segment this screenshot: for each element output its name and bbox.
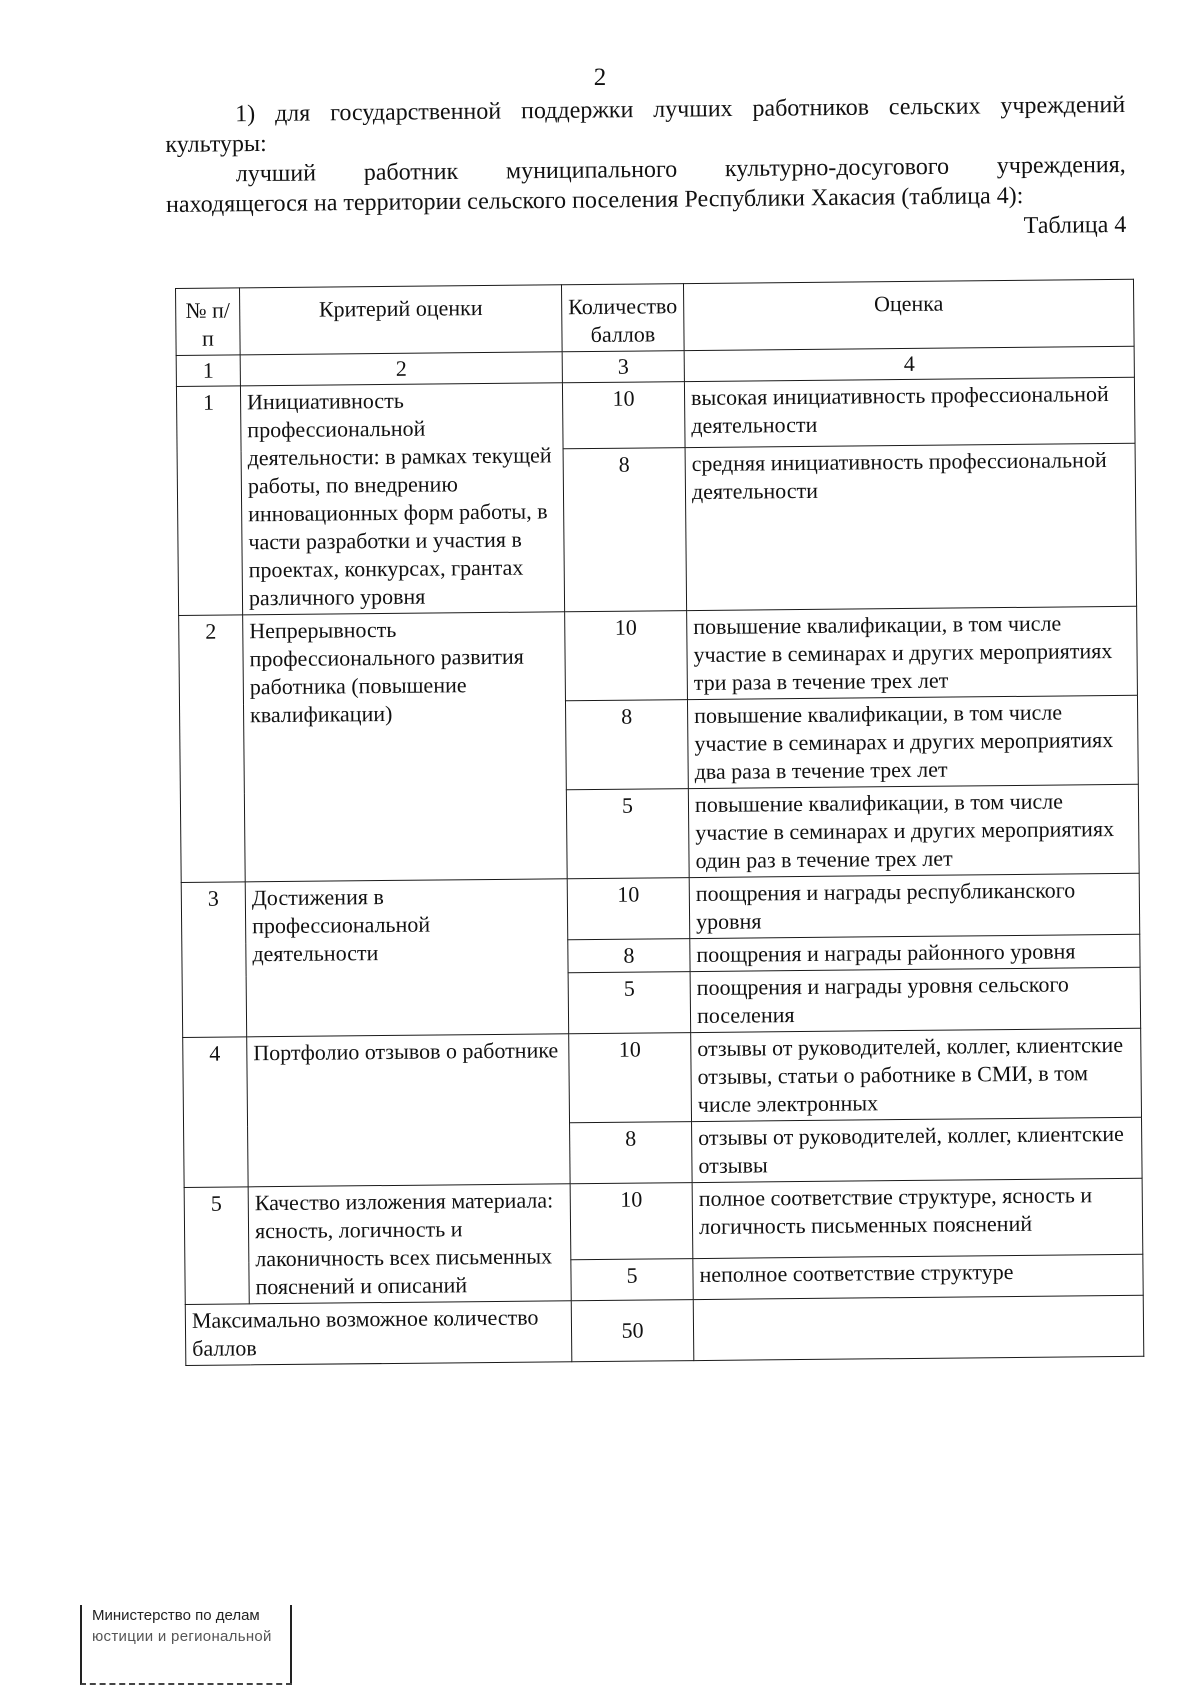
assessment-cell: отзывы от руководителей, коллег, клиентские отзывы, статьи о работнике в СМИ, в том числе электронных — [691, 1028, 1142, 1121]
points-cell: 10 — [570, 1183, 693, 1260]
assessment-cell: повышение квалификации, в том числе участие в семинарах и других мероприятиях два раза в течение трех лет — [687, 695, 1138, 788]
criterion-text: Портфолио отзывов о работнике — [247, 1034, 570, 1187]
assessment-cell: неполное соответствие структуре — [693, 1254, 1143, 1299]
total-label: Максимально возможное количество баллов — [185, 1301, 572, 1366]
criterion-text: Качество изложения материала: ясность, логичность и лаконичность всех письменных пояснений и описаний — [248, 1184, 571, 1304]
header-criterion: Критерий оценки — [240, 285, 563, 355]
criterion-num: 4 — [183, 1037, 248, 1188]
assessment-cell: поощрения и награды республиканского уровня — [689, 873, 1140, 938]
points-cell: 10 — [569, 1033, 692, 1123]
total-assessment — [693, 1295, 1144, 1360]
assessment-cell: полное соответствие структуре, ясность и логичность письменных пояснений — [692, 1178, 1143, 1258]
points-cell: 5 — [566, 789, 689, 879]
intro-paragraph-2-cont: находящегося на территории сельского поселения Республики Хакасия (таблица 4): — [165, 183, 1024, 218]
points-cell: 10 — [565, 611, 688, 701]
assessment-cell: поощрения и награды уровня сельского поселения — [690, 967, 1141, 1032]
assessment-cell: повышение квалификации, в том числе участие в семинарах и других мероприятиях три раза в течение трех лет — [687, 606, 1138, 699]
points-cell: 10 — [567, 878, 690, 940]
stamp-line-1: Министерство по делам — [92, 1607, 260, 1624]
column-number: 3 — [562, 351, 684, 383]
intro-paragraph-2: лучший работник муниципального культурно-досугового учреждения, — [235, 151, 1126, 188]
intro-paragraph-1-cont: культуры: — [165, 130, 267, 158]
points-cell: 8 — [565, 700, 688, 790]
table-row — [183, 1028, 1142, 1126]
table-row — [184, 1178, 1143, 1263]
intro-paragraph-1: 1) для государственной поддержки лучших работников сельских учреждений — [235, 91, 1126, 128]
column-number: 1 — [176, 355, 240, 387]
criterion-text: Непрерывность профессионального развития работника (повышение квалификации) — [243, 612, 568, 882]
assessment-cell: средняя инициативность профессиональной деятельности — [685, 443, 1137, 610]
criteria-table — [175, 279, 1144, 1366]
assessment-cell: отзывы от руководителей, коллег, клиентские отзывы — [692, 1117, 1143, 1182]
intro-text — [165, 90, 1127, 250]
column-number: 2 — [240, 352, 562, 386]
page-number: 2 — [593, 64, 607, 91]
points-cell: 8 — [563, 448, 687, 612]
total-points: 50 — [571, 1300, 694, 1362]
ministry-stamp — [80, 1605, 292, 1685]
stamp-line-2: юстиции и региональной — [92, 1628, 272, 1645]
header-assessment: Оценка — [683, 279, 1134, 350]
criteria-table-wrap — [175, 279, 1143, 1366]
criterion-num: 1 — [176, 386, 242, 616]
points-cell: 5 — [571, 1258, 693, 1300]
total-row — [185, 1295, 1144, 1365]
table-label: Таблица 4 — [1023, 211, 1127, 240]
criterion-num: 5 — [184, 1187, 249, 1305]
header-points: Количество баллов — [561, 284, 684, 352]
assessment-cell: поощрения и награды районного уровня — [690, 934, 1140, 971]
stamp-border — [290, 1605, 292, 1683]
table-header-row — [176, 279, 1135, 355]
assessment-cell: повышение квалификации, в том числе участие в семинарах и других мероприятиях один раз в течение трех лет — [688, 784, 1139, 877]
header-num: № п/п — [176, 288, 241, 356]
points-cell: 10 — [562, 382, 685, 449]
criterion-num: 3 — [181, 882, 246, 1038]
points-cell: 8 — [570, 1122, 693, 1184]
criterion-text: Достижения в профессиональной деятельности — [245, 879, 568, 1037]
points-cell: 5 — [568, 972, 691, 1034]
criterion-num: 2 — [179, 615, 246, 883]
table-row — [181, 873, 1140, 943]
assessment-cell: высокая инициативность профессиональной деятельности — [684, 377, 1135, 447]
criterion-text: Инициативность профессиональной деятельности: в рамках текущей работы, по внедрению инновационных форм работы, в части разработки и участия в проектах, конкурсах, грантах различного уровня — [240, 383, 564, 615]
column-number: 4 — [684, 346, 1134, 381]
points-cell: 8 — [568, 939, 690, 973]
table-row — [179, 606, 1138, 704]
table-row — [176, 377, 1135, 452]
